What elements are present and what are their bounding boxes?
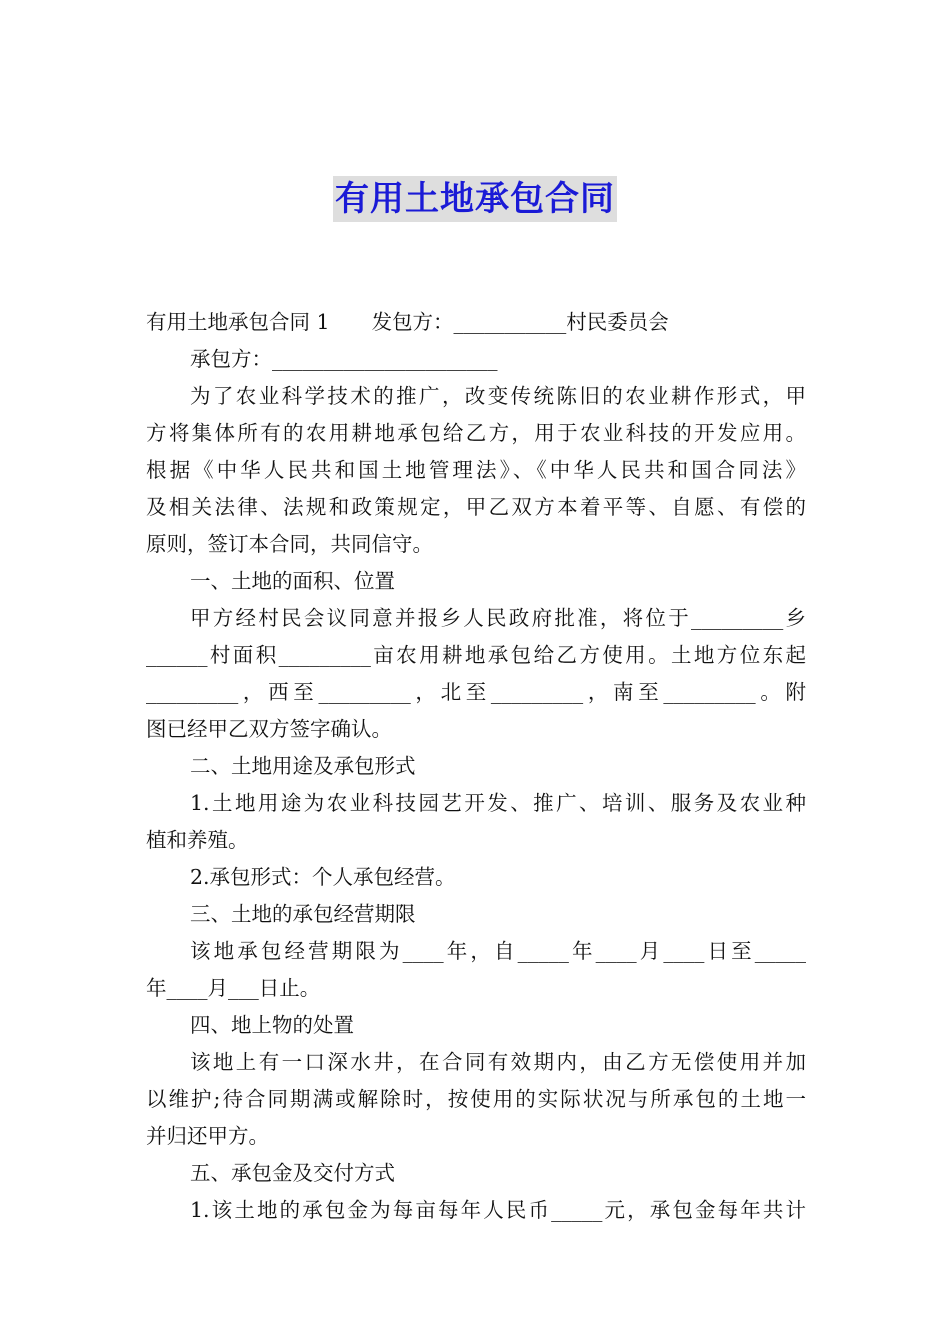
paragraph-line: 该地承包经营期限为____年，自_____年____月____日至_____ xyxy=(190,939,806,963)
paragraph-line: _________，西至_________，北至_________，南至_________。附 xyxy=(146,680,806,704)
paragraph-line: 及相关法律、法规和政策规定，甲乙双方本着平等、自愿、有偿的 xyxy=(146,495,806,519)
section-heading: 一、土地的面积、位置 xyxy=(190,569,395,593)
paragraph-line: 图已经甲乙双方签字确认。 xyxy=(146,717,392,741)
paragraph-line: 年____月___日止。 xyxy=(146,976,321,1000)
paragraph-line: 2.承包形式：个人承包经营。 xyxy=(190,865,456,889)
paragraph-line: 该地上有一口深水井，在合同有效期内，由乙方无偿使用并加 xyxy=(190,1050,806,1074)
header-line xyxy=(146,304,806,341)
paragraph-line: 1.该土地的承包金为每亩每年人民币_____元，承包金每年共计 xyxy=(190,1198,806,1222)
contract-heading: 有用土地承包合同 1 xyxy=(146,310,330,334)
paragraph-line: 根据《中华人民共和国土地管理法》、《中华人民共和国合同法》 xyxy=(146,458,806,482)
paragraph-line: 为了农业科学技术的推广，改变传统陈旧的农业耕作形式，甲 xyxy=(190,384,806,408)
contractor-field: 承包方：______________________ xyxy=(190,347,498,371)
document-title: 有用土地承包合同 xyxy=(333,176,617,222)
paragraph-line: 甲方经村民会议同意并报乡人民政府批准，将位于_________乡 xyxy=(190,606,806,630)
paragraph-line: 并归还甲方。 xyxy=(146,1124,269,1148)
section-heading: 三、土地的承包经营期限 xyxy=(190,902,416,926)
paragraph-line: 方将集体所有的农用耕地承包给乙方，用于农业科技的开发应用。 xyxy=(146,421,806,445)
paragraph-line: 1.土地用途为农业科技园艺开发、推广、培训、服务及农业种 xyxy=(190,791,806,815)
paragraph-line: 以维护;待合同期满或解除时，按使用的实际状况与所承包的土地一 xyxy=(146,1087,806,1111)
section-heading: 五、承包金及交付方式 xyxy=(190,1161,395,1185)
title-block xyxy=(0,176,950,222)
section-heading: 二、土地用途及承包形式 xyxy=(190,754,416,778)
contract-body xyxy=(146,304,806,1229)
paragraph-line: ______村面积_________亩农用耕地承包给乙方使用。土地方位东起 xyxy=(146,643,806,667)
paragraph-line: 原则，签订本合同，共同信守。 xyxy=(146,532,433,556)
paragraph-line: 植和养殖。 xyxy=(146,828,249,852)
section-heading: 四、地上物的处置 xyxy=(190,1013,354,1037)
issuer-field: 发包方：___________村民委员会 xyxy=(371,310,669,334)
